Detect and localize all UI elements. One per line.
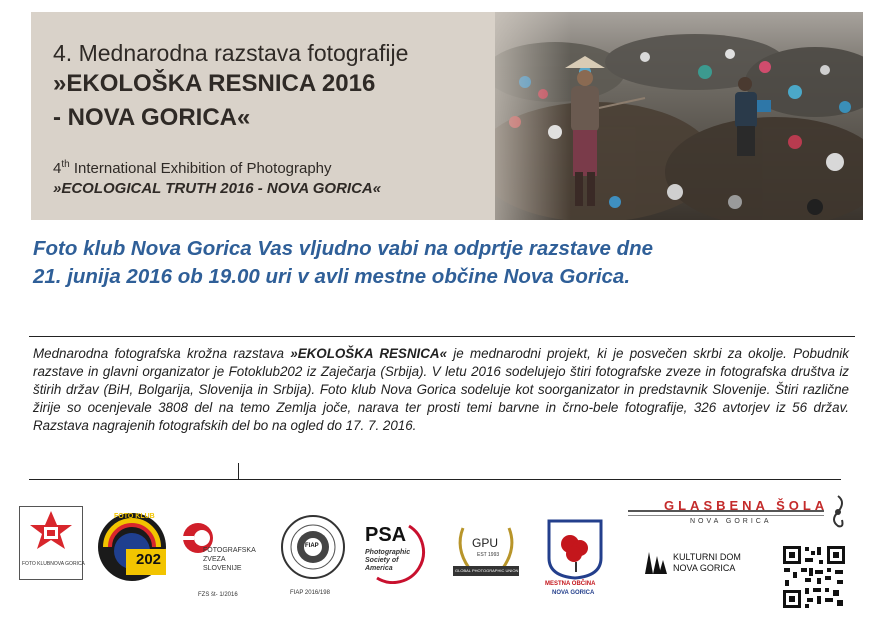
fiap-abbr: FIAP xyxy=(305,543,319,549)
logo-fiap xyxy=(280,514,352,598)
mestna-line1: MESTNA OBČINA xyxy=(545,581,596,587)
description-body: je mednarodni projekt, ki je posvečen skrbi za okolje. Pobudnik razstave in glavni organizator je Fotoklub202 iz Zaječarja (Srbija). V letu 2016 sodelujejo štiri fotografske zveze in fotografska društva iz štirih držav (BiH, Bolgarija, Slovenija in Srbija). Foto klub Nova Gorica sodeluje kot soorganizator in predstavnik Slovenije. Štiri različne žirije so ocenjevale 3808 del na temo Zemlja joče, narava ter prosti temi barvne in črno-bele fotografije, 326 avtorjev iz 56 držav. Razstava nagrajenih fotografskih del bo na ogled do 17. 7. 2016. xyxy=(33,346,849,433)
psa-line1: Photographic xyxy=(365,549,411,556)
fknq-emblem-icon xyxy=(20,507,82,559)
description-exhibition-name: »EKOLOŠKA RESNICA« xyxy=(290,346,448,361)
logo-gpu xyxy=(449,518,523,580)
exhibition-name-sl-line1: »EKOLOŠKA RESNICA 2016 xyxy=(53,70,376,97)
fzs-patronage-code: FZS št- 1/2016 xyxy=(198,592,238,598)
logo-glasbena-sola-nova-gorica xyxy=(628,492,850,532)
exhibition-title-en xyxy=(53,159,332,177)
fzs-line2: ZVEZA xyxy=(203,556,226,563)
description-paragraph xyxy=(33,345,849,435)
invitation-text xyxy=(33,235,873,291)
exhibition-name-sl-line2: - NOVA GORICA« xyxy=(53,104,251,131)
qr-code-icon xyxy=(781,544,847,610)
top-divider xyxy=(29,336,855,337)
description-lead: Mednarodna fotografska krožna razstava xyxy=(33,346,291,361)
exhibition-title-sl: 4. Mednarodna razstava fotografije xyxy=(53,40,409,66)
psa-abbr: PSA xyxy=(365,524,407,546)
logo-kulturni-dom-nova-gorica xyxy=(643,548,755,576)
invitation-line1: Foto klub Nova Gorica Vas vljudno vabi na odprtje razstave dne xyxy=(33,237,654,260)
exhibition-name-en: »ECOLOGICAL TRUTH 2016 - NOVA GORICA« xyxy=(53,180,382,197)
bottom-divider xyxy=(29,479,841,480)
logo-psa xyxy=(363,520,431,584)
logo-foto-klub-nova-gorica xyxy=(19,506,83,580)
mestna-shield-icon xyxy=(546,518,604,580)
header-banner xyxy=(31,12,863,220)
title-en-rest: International Exhibition of Photography xyxy=(69,160,332,177)
glasbena-line1: GLASBENA ŠOLA xyxy=(664,498,829,513)
logo-fotografska-zveza-slovenije xyxy=(182,520,262,600)
gpu-established: EST 1993 xyxy=(477,552,500,558)
title-en-number: 4 xyxy=(53,160,62,177)
fzs-line1: FOTOGRAFSKA xyxy=(203,547,256,554)
invitation-line2: 21. junija 2016 ob 19.00 uri v avli mestne občine Nova Gorica. xyxy=(33,265,631,288)
kulturni-dom-icon xyxy=(643,548,667,576)
gpu-band-text: GLOBAL PHOTOGRAPHIC UNION xyxy=(455,568,519,573)
glasbena-line2: NOVA GORICA xyxy=(690,518,772,525)
gpu-abbr: GPU xyxy=(472,536,499,550)
logo-mestna-obcina-nova-gorica xyxy=(546,518,604,600)
fk202-ring-text: FOTO KLUB xyxy=(114,513,155,520)
fiap-patronage-code: FIAP 2016/198 xyxy=(290,590,330,596)
fzs-line3: SLOVENIJE xyxy=(203,565,242,572)
mestna-line2: NOVA GORICA xyxy=(552,590,595,596)
psa-line2: Society of xyxy=(365,557,399,564)
kulturni-line1: KULTURNI DOM xyxy=(673,552,741,562)
kulturni-line2: NOVA GORICA xyxy=(673,563,736,573)
fknq-caption-a: FOTO KLUB xyxy=(22,561,51,567)
logo-fotoklub-202 xyxy=(96,511,168,583)
psa-line3: America xyxy=(365,565,393,572)
fk202-emblem-icon xyxy=(96,511,168,583)
fknq-caption-b: NOVA GORICA xyxy=(50,561,85,567)
treble-clef-icon xyxy=(826,492,850,532)
divider-tick xyxy=(238,463,239,479)
fk202-number: 202 xyxy=(136,551,162,568)
title-en-ordinal: th xyxy=(61,159,70,170)
